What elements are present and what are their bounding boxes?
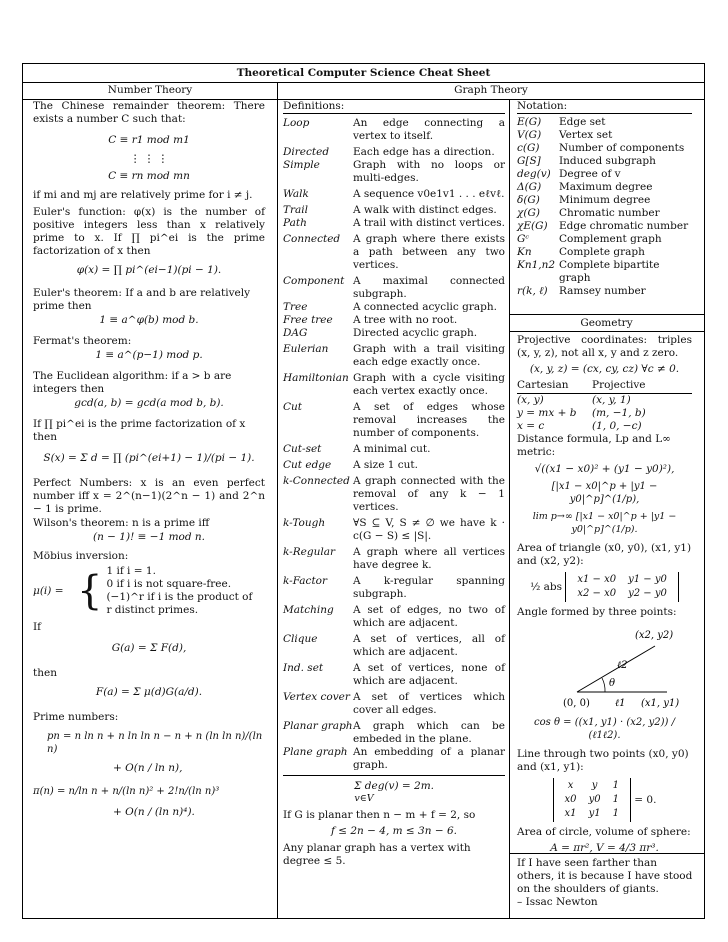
notation-symbol: V(G) xyxy=(517,129,542,141)
angle-arc xyxy=(602,678,605,692)
definition-term: k-Tough xyxy=(283,517,326,529)
l2-label: ℓ2 xyxy=(617,660,628,671)
definition-term: Planar graph xyxy=(283,720,353,732)
g-eq: G(a) = Σ F(d), xyxy=(111,642,187,654)
then-label: then xyxy=(33,667,57,679)
definition-term: k-Connected xyxy=(283,475,350,487)
definition-text: A set of vertices which cover all edges. xyxy=(353,691,505,716)
p2-label: (x2, y2) xyxy=(635,630,674,641)
number-theory-column xyxy=(33,100,265,819)
lm-cell: 1 xyxy=(612,808,619,819)
definition-term: Cut xyxy=(283,401,303,413)
tm-cell: y1 − y0 xyxy=(628,574,667,585)
line-rhs: = 0. xyxy=(634,794,657,806)
newton-quote xyxy=(517,857,693,909)
notation-symbol: χE(G) xyxy=(517,220,548,232)
triangle-area xyxy=(517,572,692,602)
cheat-sheet xyxy=(22,63,705,919)
definition-text: Graph with a trail visiting each edge exactly once. xyxy=(353,343,505,368)
l1-label: ℓ1 xyxy=(615,698,626,709)
wilson-theorem: Wilson's theorem: n is a prime iff xyxy=(33,517,210,529)
coordinate-cell: (x, y, 1) xyxy=(592,394,631,406)
notation-description: Degree of v xyxy=(559,168,621,180)
euclid-eq: gcd(a, b) = gcd(a mod b, b). xyxy=(74,397,224,409)
notation-row xyxy=(517,285,692,298)
planar-inequality: f ≤ 2n − 4, m ≤ 3n − 6. xyxy=(331,825,457,837)
mobius-case-4: r distinct primes. xyxy=(106,604,199,616)
coordinate-cell: (x, y) xyxy=(517,394,544,406)
definition-term: Directed xyxy=(283,146,330,158)
mobius-lhs: μ(i) = xyxy=(33,584,64,597)
definition-term: Cut-set xyxy=(283,443,322,455)
definition-text: A maximal connected subgraph. xyxy=(353,275,505,300)
quote-top-rule xyxy=(509,853,704,854)
definition-text: Graph with a cycle visiting each vertex exactly once. xyxy=(353,372,505,397)
circle-text: Area of circle, volume of sphere: xyxy=(517,826,691,838)
definition-row xyxy=(283,443,505,456)
definition-text: A size 1 cut. xyxy=(353,459,418,471)
column-divider-right xyxy=(509,99,510,918)
triangle-text: Area of triangle (x0, y0), (x1, y1) and (x2, y2): xyxy=(517,542,692,567)
definition-term: Tree xyxy=(283,301,308,313)
definitions-list xyxy=(283,117,505,772)
definition-text: A set of vertices, none of which are adjacent. xyxy=(353,662,505,687)
definition-term: k-Regular xyxy=(283,546,335,558)
notation-description: Complement graph xyxy=(559,233,662,245)
definition-text: A graph where there exists a path between any two vertices. xyxy=(353,233,505,271)
notation-description: Complete bipartite graph xyxy=(559,259,660,284)
definition-term: Cut edge xyxy=(283,459,332,471)
geometry-header: Geometry xyxy=(509,315,704,332)
coordinate-cell: (m, −1, b) xyxy=(592,407,646,419)
definition-row xyxy=(283,327,505,340)
fermat-theorem: Fermat's theorem: xyxy=(33,335,132,347)
lm-cell: 1 xyxy=(612,794,619,805)
notation-row xyxy=(517,233,692,246)
definition-row xyxy=(283,301,505,314)
notation-description: Edge set xyxy=(559,116,606,128)
coordinate-cell: y = mx + b xyxy=(517,407,577,419)
notation-row xyxy=(517,129,692,142)
definition-row xyxy=(283,720,505,746)
sigma-eq: S(x) = Σ d = ∏ (pi^(ei+1) − 1)/(pi − 1). xyxy=(43,452,255,464)
prime-numbers-label: Prime numbers: xyxy=(33,711,119,723)
line-text: Line through two points (x0, y0) and (x1, y1): xyxy=(517,748,689,773)
crt-dots: ⋮ ⋮ ⋮ xyxy=(129,153,169,165)
definition-row xyxy=(283,746,505,772)
crt-eqn: C ≡ rn mod mn xyxy=(108,170,190,182)
coordinate-table xyxy=(517,394,692,433)
pi-o-term: + O(n / (ln n)⁴). xyxy=(113,806,195,818)
definition-text: Each edge has a direction. xyxy=(353,146,495,158)
if-label: If xyxy=(33,621,42,633)
definition-text: Directed acyclic graph. xyxy=(353,327,478,339)
definition-text: ∀S ⊆ V, S ≠ ∅ we have k · c(G − S) ≤ |S|. xyxy=(353,517,505,542)
definition-text: A set of edges, no two of which are adjacent. xyxy=(353,604,505,629)
mobius-case-2: 0 if i is not square-free. xyxy=(106,578,232,590)
lm-cell: x0 xyxy=(564,794,577,805)
notation-description: Complete graph xyxy=(559,246,645,258)
notation-description: Chromatic number xyxy=(559,207,660,219)
notation-description: Minimum degree xyxy=(559,194,651,206)
definition-row xyxy=(283,204,505,217)
definition-text: An edge connecting a vertex to itself. xyxy=(353,117,505,142)
definition-row xyxy=(283,475,505,514)
definition-text: An embedding of a planar graph. xyxy=(353,746,505,771)
notation-row xyxy=(517,207,692,220)
notation-symbol: δ(G) xyxy=(517,194,540,206)
definition-term: Clique xyxy=(283,633,318,645)
notation-description: Maximum degree xyxy=(559,181,653,193)
definition-row xyxy=(283,233,505,272)
definition-term: Free tree xyxy=(283,314,333,326)
notation-symbol: χ(G) xyxy=(517,207,540,219)
lm-cell: y0 xyxy=(588,794,601,805)
definition-term: k-Factor xyxy=(283,575,327,587)
wilson-eq: (n − 1)! ≡ −1 mod n. xyxy=(92,531,206,543)
fermat-eq: 1 ≡ a^(p−1) mod p. xyxy=(95,349,203,361)
notation-row xyxy=(517,246,692,259)
definition-row xyxy=(283,117,505,143)
coordinate-cell: x = c xyxy=(517,420,545,432)
sheet-title: Theoretical Computer Science Cheat Sheet xyxy=(23,64,704,83)
definition-term: DAG xyxy=(283,327,308,339)
crt-intro: The Chinese remainder theorem: There exists a number C such that: xyxy=(33,100,265,125)
geometry-section xyxy=(517,334,692,858)
distance-text: Distance formula, Lp and L∞ metric: xyxy=(517,433,671,458)
definition-term: Connected xyxy=(283,233,341,245)
definition-text: Graph with no loops or multi-edges. xyxy=(353,159,505,184)
lm-cell: x1 xyxy=(564,808,577,819)
crt-condition: if mi and mj are relatively prime for i ≠ j. xyxy=(33,189,253,201)
definition-text: A tree with no root. xyxy=(353,314,458,326)
definition-term: Eulerian xyxy=(283,343,329,355)
perfect-numbers: Perfect Numbers: x is an even perfect number iff x = 2^(n−1)(2^n − 1) and 2^n − 1 is prime. xyxy=(33,477,265,515)
coordinate-row xyxy=(517,394,692,407)
definition-text: A k-regular spanning subgraph. xyxy=(353,575,505,600)
definition-text: A set of vertices, all of which are adjacent. xyxy=(353,633,505,658)
definition-row xyxy=(283,314,505,327)
definitions-rule xyxy=(283,775,505,776)
tm-cell: x1 − x0 xyxy=(577,574,617,585)
definition-row xyxy=(283,146,505,159)
degree-sum: Σ deg(v) = 2m. xyxy=(354,780,434,792)
definition-row xyxy=(283,546,505,572)
l2-segment xyxy=(577,646,655,692)
tm-cell: y2 − y0 xyxy=(628,588,667,599)
notation-description: Ramsey number xyxy=(559,285,646,297)
mobius-case-3: (−1)^r if i is the product of xyxy=(106,591,253,603)
projective-eq: (x, y, z) = (cx, cy, cz) ∀c ≠ 0. xyxy=(529,363,680,375)
definition-row xyxy=(283,662,505,688)
definition-row xyxy=(283,188,505,201)
definition-text: A walk with distinct edges. xyxy=(353,204,497,216)
notation-symbol: deg(v) xyxy=(517,168,551,180)
definition-row xyxy=(283,372,505,398)
degree-sum-sub: v∈V xyxy=(354,793,374,804)
definition-term: Trail xyxy=(283,204,308,216)
cartesian-header: Cartesian xyxy=(517,379,569,391)
definition-term: Plane graph xyxy=(283,746,348,758)
notation-symbol: Kn xyxy=(517,246,532,258)
notation-row xyxy=(517,259,692,285)
theta-label: θ xyxy=(609,678,616,689)
euclid-algorithm: The Euclidean algorithm: if a > b are integers then xyxy=(33,370,232,395)
definition-row xyxy=(283,159,505,185)
mobius-case-1: 1 if i = 1. xyxy=(106,565,156,577)
definition-text: A set of edges whose removal increases the number of components. xyxy=(353,401,505,439)
tm-cell: x2 − x0 xyxy=(577,588,617,599)
notation-symbol: Gᶜ xyxy=(517,233,530,245)
definition-text: A graph connected with the removal of any k − 1 vertices. xyxy=(353,475,505,513)
distance-eq3: lim p→∞ [|x1 − x0|^p + |y1 − y0|^p]^(1/p). xyxy=(532,511,677,535)
definitions-label: Definitions: xyxy=(283,100,505,114)
notation-description: Induced subgraph xyxy=(559,155,656,167)
pn-o-term: + O(n / ln n), xyxy=(113,762,183,774)
notation-geometry-column xyxy=(517,100,692,298)
definition-row xyxy=(283,459,505,472)
distance-eq1: √((x1 − x0)² + (y1 − y0)²), xyxy=(534,463,675,475)
definition-term: Simple xyxy=(283,159,320,171)
line-matrix xyxy=(553,778,631,822)
definition-row xyxy=(283,275,505,301)
lm-cell: 1 xyxy=(612,780,619,791)
projective-text: Projective coordinates: triples (x, y, z), not all x, y and z zero. xyxy=(517,334,692,359)
definition-term: Matching xyxy=(283,604,334,616)
notation-symbol: G[S] xyxy=(517,155,541,167)
notation-row xyxy=(517,181,692,194)
definition-term: Vertex cover xyxy=(283,691,350,703)
notation-description: Edge chromatic number xyxy=(559,220,689,232)
notation-description: Number of components xyxy=(559,142,685,154)
circle-eq: A = πr², V = 4/3 πr³. xyxy=(550,842,659,854)
definition-row xyxy=(283,604,505,630)
triangle-lhs: ½ abs xyxy=(530,581,563,593)
definition-text: A connected acyclic graph. xyxy=(353,301,497,313)
definition-term: Path xyxy=(283,217,307,229)
notation-label: Notation: xyxy=(517,100,692,114)
definition-row xyxy=(283,633,505,659)
pi-eq: π(n) = n/ln n + n/(ln n)² + 2!n/(ln n)³ xyxy=(33,786,220,797)
notation-row xyxy=(517,220,692,233)
definition-text: A trail with distinct vertices. xyxy=(353,217,505,229)
f-eq: F(a) = Σ μ(d)G(a/d). xyxy=(95,686,203,698)
euler-theorem: Euler's theorem: If a and b are relatively prime then xyxy=(33,287,251,312)
planar-euler: If G is planar then n − m + f = 2, so xyxy=(283,809,476,821)
notation-symbol: c(G) xyxy=(517,142,540,154)
planar-degree: Any planar graph has a vertex with degree ≤ 5. xyxy=(283,842,471,867)
coordinate-row xyxy=(517,407,692,420)
pn-eq: pn = n ln n + n ln ln n − n + n (ln ln n)/(ln n) xyxy=(47,731,263,755)
angle-figure xyxy=(517,620,692,710)
definition-row xyxy=(283,691,505,717)
line-determinant xyxy=(517,778,692,822)
notation-description: Vertex set xyxy=(559,129,613,141)
definition-term: Loop xyxy=(283,117,310,129)
crt-eq1: C ≡ r1 mod m1 xyxy=(108,134,190,146)
euler-function-eq: φ(x) = ∏ pi^(ei−1)(pi − 1). xyxy=(76,264,222,276)
triangle-matrix xyxy=(565,572,679,602)
definition-row xyxy=(283,517,505,543)
definitions-column xyxy=(283,100,505,869)
graph-theory-header: Graph Theory xyxy=(278,82,704,100)
projective-header: Projective xyxy=(592,379,646,391)
euler-function: Euler's function: φ(x) is the number of positive integers less than x relatively prime to x. If ∏ pi^ei is the prime factorization of x then xyxy=(33,206,265,257)
notation-symbol: Kn1,n2 xyxy=(517,259,556,271)
definition-row xyxy=(283,343,505,369)
notation-symbol: Δ(G) xyxy=(517,181,542,193)
sigma-intro: If ∏ pi^ei is the prime factorization of x then xyxy=(33,418,246,443)
notation-list xyxy=(517,116,692,298)
euler-theorem-eq: 1 ≡ a^φ(b) mod b. xyxy=(99,314,199,326)
notation-symbol: r(k, ℓ) xyxy=(517,285,548,297)
notation-row xyxy=(517,142,692,155)
quote-text: If I have seen farther than others, it is because I have stood on the shoulders of giants. xyxy=(517,857,693,895)
definition-text: A graph where all vertices have degree k. xyxy=(353,546,505,571)
coordinate-cell: (1, 0, −c) xyxy=(592,420,642,432)
cos-eq: cos θ = ((x1, y1) · (x2, y2)) / (ℓ1ℓ2). xyxy=(534,717,675,741)
notation-row xyxy=(517,194,692,207)
definition-text: A sequence v0e1v1 . . . eℓvℓ. xyxy=(353,188,505,200)
definition-text: A minimal cut. xyxy=(353,443,431,455)
p1-label: (x1, y1) xyxy=(641,698,680,709)
distance-eq2: [|x1 − x0|^p + |y1 − y0|^p]^(1/p), xyxy=(551,481,658,505)
notation-row xyxy=(517,155,692,168)
definition-row xyxy=(283,217,505,230)
definition-term: Hamiltonian xyxy=(283,372,349,384)
notation-row xyxy=(517,168,692,181)
coordinate-row xyxy=(517,420,692,433)
origin-label: (0, 0) xyxy=(563,698,590,709)
notation-symbol: E(G) xyxy=(517,116,542,128)
notation-row xyxy=(517,116,692,129)
lm-cell: x xyxy=(567,780,574,791)
angle-text: Angle formed by three points: xyxy=(517,606,677,618)
number-theory-header: Number Theory xyxy=(23,82,277,100)
mobius-label: Möbius inversion: xyxy=(33,550,129,562)
definition-term: Component xyxy=(283,275,345,287)
definition-row xyxy=(283,401,505,440)
quote-author: – Issac Newton xyxy=(517,896,598,908)
definition-term: Walk xyxy=(283,188,309,200)
lm-cell: y1 xyxy=(588,808,601,819)
definition-text: A graph which can be embeded in the plane. xyxy=(353,720,505,745)
definition-term: Ind. set xyxy=(283,662,324,674)
definition-row xyxy=(283,575,505,601)
brace-glyph: { xyxy=(77,568,103,614)
lm-cell: y xyxy=(591,780,598,791)
